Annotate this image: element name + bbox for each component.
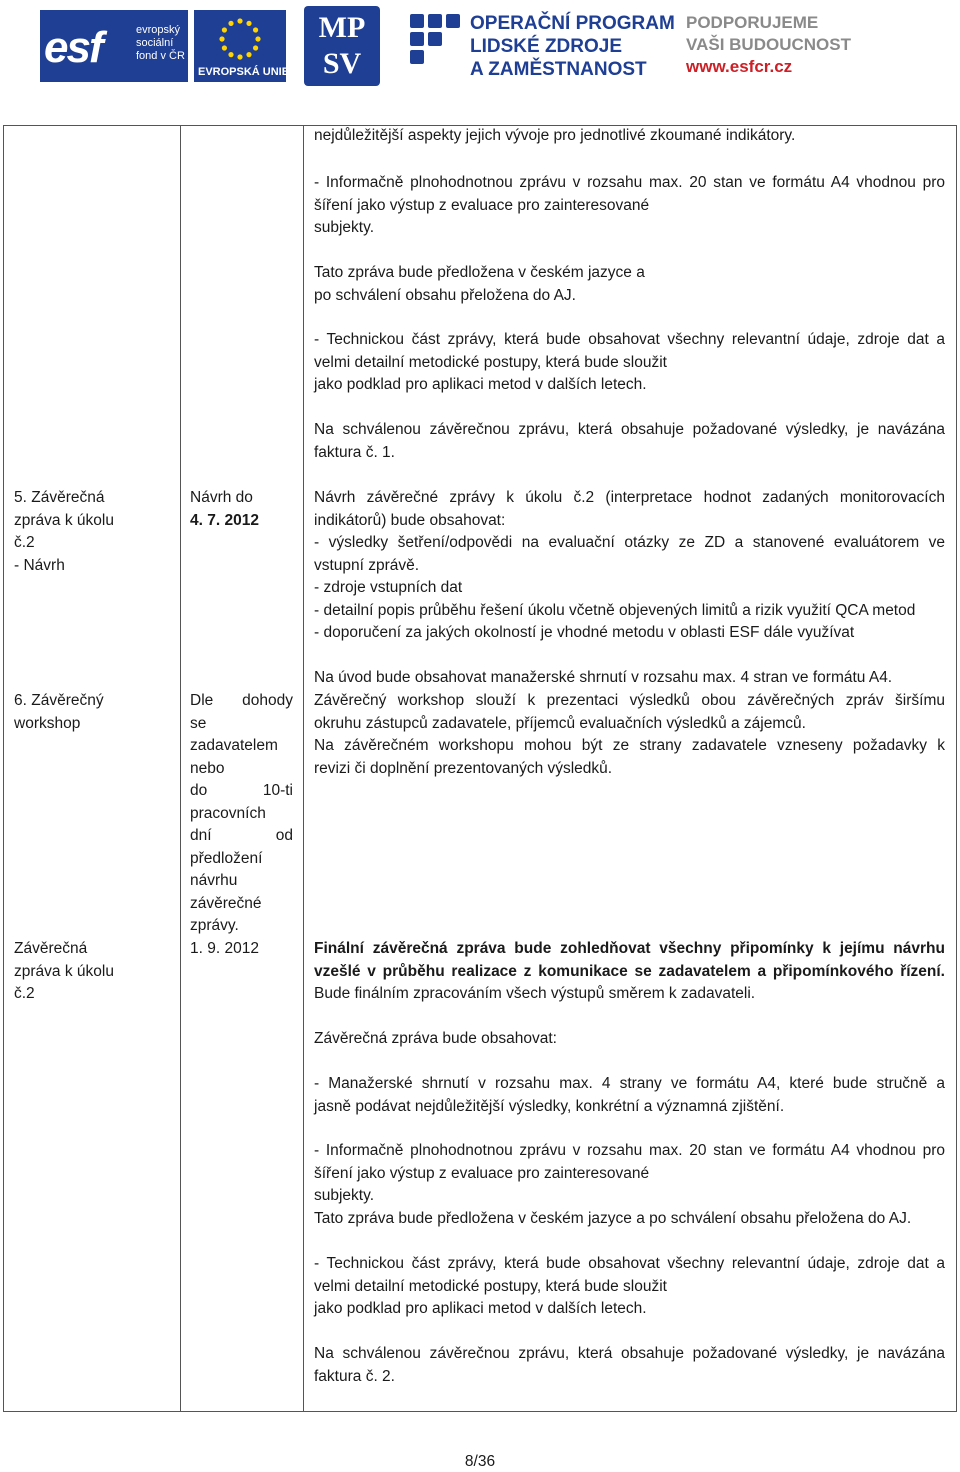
mpsv-line: SV xyxy=(322,47,362,80)
text-block xyxy=(314,419,945,464)
deadline-line: předložení xyxy=(190,849,263,867)
row-label xyxy=(14,487,169,577)
text-line: velmi detailní metodické postupy, která bude sloužit xyxy=(314,353,667,371)
text-line: - zdroje vstupních dat xyxy=(314,579,463,596)
text-line: vstupní zprávě. xyxy=(314,556,420,574)
label-line: Závěrečná xyxy=(14,940,88,957)
text-line: Návrh závěrečné zprávy k úkolu č.2 (interpretace hodnot zadaných monitorovacích xyxy=(314,489,945,506)
op-line: A ZAMĚSTNANOST xyxy=(470,59,647,80)
esf-logo-subtitle xyxy=(136,24,185,63)
text-line: revizi či doplnění prezentovaných výsledků. xyxy=(314,759,613,777)
label-line: č.2 xyxy=(14,534,35,551)
slogan-line: PODPORUJEME xyxy=(686,13,819,32)
text-block xyxy=(314,1253,945,1321)
podporujeme-slogan xyxy=(686,12,851,78)
text-line: po schválení obsahu přeložena do AJ. xyxy=(314,286,576,304)
label-line: zpráva k úkolu xyxy=(14,962,114,980)
table-border-right xyxy=(956,125,957,1412)
label-line: 5. Závěrečná xyxy=(14,489,105,506)
text-line: indikátorů) bude obsahovat: xyxy=(314,511,506,529)
text-block xyxy=(314,329,945,397)
deadline-line: závěrečné xyxy=(190,894,262,912)
deadline-date: 4. 7. 2012 xyxy=(190,511,259,529)
eu-stars-icon xyxy=(214,16,266,62)
text-line: Na schválenou závěrečnou zprávu, která obsahuje požadované výsledky, je navázána xyxy=(314,421,945,438)
deadline-line: zprávy. xyxy=(190,917,239,934)
op-program-title xyxy=(470,12,675,81)
row-deadline xyxy=(190,690,293,938)
text-line: jako podklad pro aplikaci metod v dalších letech. xyxy=(314,376,647,393)
row-deadline xyxy=(190,487,295,532)
op-puzzle-icon xyxy=(408,12,462,78)
text-line: subjekty. xyxy=(314,219,375,236)
row-label xyxy=(14,690,169,735)
text-line: - Informačně plnohodnotnou zprávu v rozsahu max. 20 stan ve formátu A4 vhodnou pro xyxy=(314,1142,945,1159)
esf-sub-line: evropský xyxy=(136,24,181,36)
text-block xyxy=(314,1073,945,1118)
text-line: okruhu zástupců zadavatele, příjemců evaluačních výsledků a zájemců. xyxy=(314,714,806,732)
text-line: - Technickou část zprávy, která bude obsahovat všechny relevantní údaje, zdroje dat a xyxy=(314,331,945,348)
deadline-line: zadavatelem xyxy=(190,737,278,754)
label-line: zpráva k úkolu xyxy=(14,511,114,529)
deadline-line: Návrh do xyxy=(190,489,253,506)
column-divider xyxy=(180,125,181,1412)
text-line: Na závěrečném workshopu mohou být ze strany zadavatele vzneseny požadavky k xyxy=(314,737,945,754)
text-line: - výsledky šetření/odpovědi na evaluační otázky ze ZD a stanovené evaluátorem ve xyxy=(314,534,945,551)
deadline-date: 1. 9. 2012 xyxy=(190,940,259,957)
text-line: šíření jako výstup z evaluace pro zainteresované xyxy=(314,1164,650,1182)
logo-header xyxy=(0,0,960,92)
deadline-line: nebo xyxy=(190,759,225,777)
text-block xyxy=(314,262,945,307)
esf-sub-line: fond v ČR xyxy=(136,50,185,62)
text-line: jasně podávat nejdůležitější výsledky, konkrétní a významná zjištění. xyxy=(314,1097,785,1115)
text-line: Závěrečná zpráva bude obsahovat: xyxy=(314,1030,557,1047)
row-label xyxy=(14,938,169,1006)
text-line: - Technickou část zprávy, která bude obsahovat všechny relevantní údaje, zdroje dat a xyxy=(314,1255,945,1272)
text-block xyxy=(314,1140,945,1230)
text-line: subjekty. xyxy=(314,1187,375,1204)
text-line: Na schválenou závěrečnou zprávu, která obsahuje požadované výsledky, je navázána xyxy=(314,1345,945,1362)
label-line: workshop xyxy=(14,714,81,732)
text-block xyxy=(314,1028,945,1051)
text-line: Tato zpráva bude předložena v českém jazyce a po schválení obsahu přeložena do AJ. xyxy=(314,1209,912,1227)
text-line: - doporučení za jakých okolností je vhodné metodu v oblasti ESF dále využívat xyxy=(314,624,855,641)
page-number: 8/36 xyxy=(464,1453,496,1470)
table-border-bottom xyxy=(3,1411,957,1412)
row-description xyxy=(314,690,945,780)
slogan-line: VAŠI BUDOUCNOST xyxy=(686,35,851,54)
row-description xyxy=(314,487,945,645)
esf-logo xyxy=(40,10,188,82)
text-line: jako podklad pro aplikaci metod v dalších letech. xyxy=(314,1300,647,1317)
text-line: Závěrečný workshop slouží k prezentaci výsledků obou závěrečných zpráv širšímu xyxy=(314,692,945,709)
deadline-line: do 10-ti xyxy=(190,782,293,799)
text-line: velmi detailní metodické postupy, která bude sloužit xyxy=(314,1277,667,1295)
column-divider xyxy=(303,125,304,1412)
deadline-line: dní od xyxy=(190,827,293,844)
text-line: - Informačně plnohodnotnou zprávu v rozsahu max. 20 stan ve formátu A4 vhodnou pro xyxy=(314,174,945,191)
text-line: Bude finálním zpracováním všech výstupů směrem k zadavateli. xyxy=(314,985,756,1002)
op-line: OPERAČNÍ PROGRAM xyxy=(470,13,675,34)
deadline-line: pracovních xyxy=(190,804,266,822)
text-line: Tato zpráva bude předložena v českém jazyce a xyxy=(314,264,645,281)
text-line: - detailní popis průběhu řešení úkolu včetně objevených limitů a rizik využití QCA metod xyxy=(314,601,916,619)
text-line-bold: Finální závěrečná zpráva bude zohledňovat všechny připomínky k jejímu návrhu xyxy=(314,940,945,957)
esf-url-link[interactable]: www.esfcr.cz xyxy=(686,57,793,76)
text-line: - Manažerské shrnutí v rozsahu max. 4 strany ve formátu A4, které bude stručně a xyxy=(314,1075,945,1092)
text-line: nejdůležitější aspekty jejich vývoje pro jednotlivé zkoumané indikátory. xyxy=(314,127,796,144)
eu-logo xyxy=(194,10,290,82)
text-line: faktura č. 2. xyxy=(314,1367,395,1385)
mpsv-logo xyxy=(304,6,380,86)
table-border-left xyxy=(3,125,4,1412)
esf-sub-line: sociální xyxy=(136,37,174,49)
text-line-summary xyxy=(314,667,945,690)
deadline-line: Dle dohody xyxy=(190,692,293,709)
label-line: - Návrh xyxy=(14,556,65,574)
text-line-bold: vzešlé v průběhu realizace z komunikace se zadavatelem a připomínkového řízení. xyxy=(314,962,945,980)
text-line: Na úvod bude obsahovat manažerské shrnutí v rozsahu max. 4 stran ve formátu A4. xyxy=(314,669,893,686)
text-block xyxy=(314,1343,945,1388)
label-line: 6. Závěrečný xyxy=(14,692,104,709)
row-deadline xyxy=(190,938,295,961)
deadline-line: se xyxy=(190,714,207,732)
table-row-continuation xyxy=(314,125,945,148)
text-block xyxy=(314,172,945,240)
esf-logo-word: esf xyxy=(44,23,102,72)
op-line: LIDSKÉ ZDROJE xyxy=(470,36,623,57)
text-line: faktura č. 1. xyxy=(314,443,395,461)
mpsv-line: MP xyxy=(318,11,366,44)
label-line: č.2 xyxy=(14,985,35,1002)
deadline-line: návrhu xyxy=(190,872,238,889)
eu-label: EVROPSKÁ UNIE xyxy=(198,66,290,78)
row-description xyxy=(314,938,945,1006)
text-line: šíření jako výstup z evaluace pro zainteresované xyxy=(314,196,650,214)
